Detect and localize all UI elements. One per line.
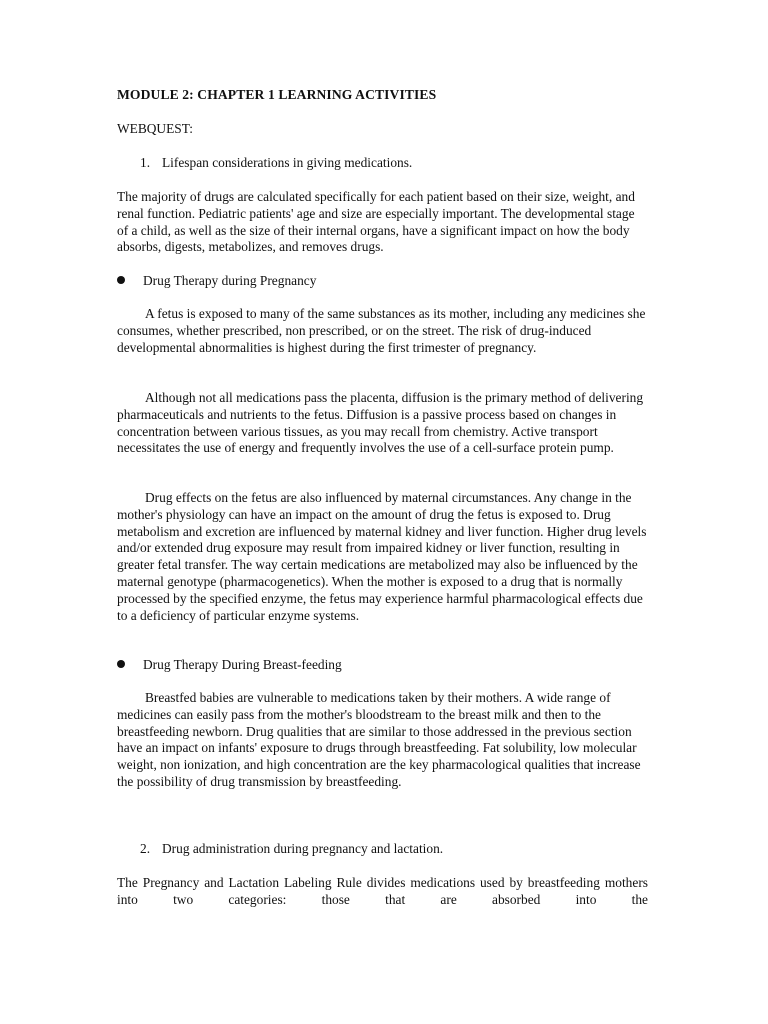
bullet-icon bbox=[117, 276, 125, 284]
numbered-item-1 bbox=[140, 155, 412, 171]
item-number: 1. bbox=[140, 155, 151, 170]
item-text: Lifespan considerations in giving medications. bbox=[162, 155, 413, 170]
section-label: WEBQUEST: bbox=[117, 121, 193, 136]
pregnancy-paragraph-1: A fetus is exposed to many of the same substances as its mother, including any medicines she consumes, whether prescribed, non prescribed, or on the street. The risk of drug-induced developmental abnormalities is highest during the first trimester of pregnancy. bbox=[117, 306, 646, 355]
bullet-item-breastfeeding bbox=[117, 657, 342, 673]
item-number: 2. bbox=[140, 841, 151, 856]
bullet-text: Drug Therapy During Breast-feeding bbox=[143, 657, 342, 672]
pregnancy-paragraph-3: Drug effects on the fetus are also influenced by maternal circumstances. Any change in the mother's physiology can have an impact on the amount of drug the fetus is exposed to. Drug metabolism and excretion are influenced by maternal kidney and liver function. Higher drug levels and/or extended drug exposure may result from impaired kidney or liver function, resulting in greater fetal transfer. The way certain medications are metabolized may also be influenced by the maternal genotype (pharmacogenetics). When the mother is exposed to a drug that is normally processed by the specified enzyme, the fetus may experience harmful pharmacological effects due to a deficiency of particular enzyme systems. bbox=[117, 490, 647, 623]
pregnancy-paragraph-2: Although not all medications pass the placenta, diffusion is the primary method of delivering pharmaceuticals and nutrients to the fetus. Diffusion is a passive process based on changes in concentration between various tissues, as you may recall from chemistry. Active transport necessitates the use of energy and frequently involves the use of a cell-surface protein pump. bbox=[117, 390, 644, 456]
item-text: Drug administration during pregnancy and lactation. bbox=[162, 841, 444, 856]
final-paragraph: The Pregnancy and Lactation Labeling Rule divides medications used by breastfeeding mothers into two categories: those that are absorbed into the bbox=[117, 875, 648, 907]
breastfeeding-paragraph-1: Breastfed babies are vulnerable to medications taken by their mothers. A wide range of medicines can easily pass from the mother's bloodstream to the breast milk and then to the breastfeeding newborn. Drug qualities that are similar to those addressed in the previous section have an impact on infants' exposure to drugs through breastfeeding. Fat solubility, low molecular weight, non ionization, and high concentration are the key pharmacological qualities that increase the possibility of drug transmission by breastfeeding. bbox=[117, 690, 641, 789]
intro-paragraph: The majority of drugs are calculated specifically for each patient based on their size, weight, and renal function. Pediatric patients' age and size are especially important. The developmental stage of a child, as well as the size of their internal organs, have a significant impact on how the body absorbs, digests, metabolizes, and removes drugs. bbox=[117, 189, 635, 255]
bullet-item-pregnancy bbox=[117, 273, 316, 289]
document-title: MODULE 2: CHAPTER 1 LEARNING ACTIVITIES bbox=[117, 87, 437, 102]
bullet-icon bbox=[117, 660, 125, 668]
bullet-text: Drug Therapy during Pregnancy bbox=[143, 273, 317, 288]
numbered-item-2 bbox=[140, 841, 443, 857]
